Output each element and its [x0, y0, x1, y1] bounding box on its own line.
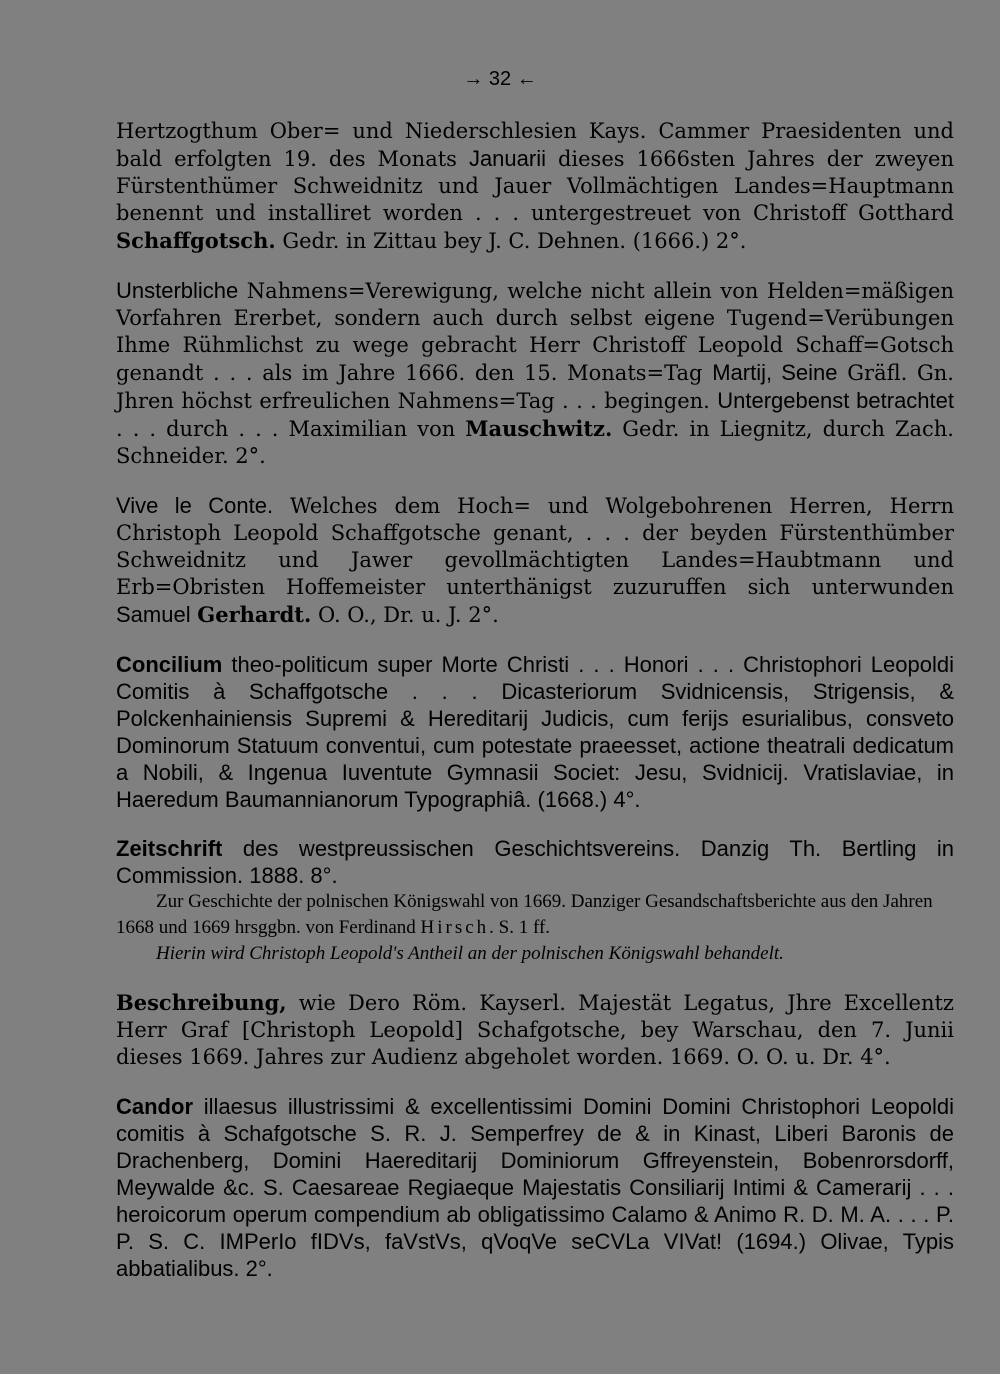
- bibliography-entry: [116, 118, 954, 255]
- entry-fraktur-text: Gräfl. Gn. Jhren höchst erfreulichen Nahmens=Tag . . . begingen.: [116, 361, 954, 413]
- entry-author-name: Mauschwitz.: [465, 416, 613, 441]
- entry-body: des westpreussischen Geschichtsvereins. Danzig Th. Bertling in Commission. 1888. 8°.: [116, 836, 954, 888]
- entry-fraktur-text: Hertzogthum Ober= und Niederschlesien Kays. Cammer Praesidenten und bald erfolgten 19. des Monats: [116, 119, 954, 171]
- entry-title-keyword: Beschreibung,: [116, 990, 287, 1015]
- bibliography-entry: [116, 989, 954, 1071]
- entry-note-italic: Hierin wird Christoph Leopold's Antheil an der polnischen Königswahl behandelt.: [156, 943, 784, 964]
- entry-note-text: . S. 1 ff.: [489, 917, 551, 938]
- entry-fraktur-text: dieses 1666sten Jahres der zweyen Fürstenthümer Schweidnitz und Jauer Vollmächtigen Landes=Hauptmann benennt und installiret worden . . . untergestreuet von Christoff Gotthard: [116, 147, 954, 225]
- entry-author-name: Gerhardt.: [197, 602, 312, 627]
- entry-fraktur-text: Welches dem Hoch= und Wolgebohrenen Herren, Herrn Christoph Leopold Schaffgotsche genant, . . . der beyden Fürstenthümber Schweidnitz und Jawer gevollmächtigten Landes=Haubtmann und Erb=Obristen Hoffemeister unterthänigst zuzuruffen sich unterwunden: [116, 494, 954, 599]
- header-right-ornament: ←: [516, 68, 537, 90]
- entry-body: illaesus illustrissimi & excellentissimi Domini Domini Christophori Leopoldi comitis à Schafgotsche S. R. J. Semperfrey de & in Kinast, Liberi Baronis de Drachenberg, Domini Haereditarij Dominiorum Gffreyenstein, Bobenrorsdorff, Meywalde &c. S. Caesareae Regiaeque Majestatis Consiliarij Intimi & Camerarij . . . heroicorum operum compendium ab obligatissimo Calamo & Animo R. D. M. A. . . . P. P. S. C. IMPerIo fIDVs, faVstVs, qVoqVe seCVLa VIVat! (1694.) Olivae, Typis abbatialibus. 2°.: [116, 1094, 954, 1281]
- entry-text: [116, 1093, 954, 1282]
- entry-latin-text: Samuel: [116, 602, 191, 627]
- entry-latin-text: Martij, Seine: [712, 360, 838, 385]
- entry-title-keyword: Concilium: [116, 652, 223, 677]
- entry-body: wie Dero Röm. Kayserl. Majestät Legatus, Jhre Excellentz Herr Graf [Christoph Leopold] Schafgotsche, bey Warschau, den 7. Junii dieses 1669. Jahres zur Audienz abgeholet worden. 1669. O. O. u. Dr. 4°.: [116, 991, 954, 1069]
- entry-fraktur-text: O. O., Dr. u. J. 2°.: [311, 603, 499, 627]
- entry-title-keyword: Candor: [116, 1094, 193, 1119]
- entry-fraktur-text: Gedr. in Liegnitz, durch Zach. Schneider. 2°.: [116, 417, 954, 468]
- bibliography-entries: [116, 118, 954, 1304]
- entry-note-author: Hirsch: [420, 917, 490, 938]
- entry-fraktur-text: Gedr. in Zittau bey J. C. Dehnen. (1666.) 2°.: [275, 229, 747, 253]
- entry-latin-text: Untergebenst betrachtet: [717, 388, 954, 413]
- entry-note-text: Zur Geschichte der polnischen Königswahl von 1669. Danziger Gesandschaftsberichte aus den Jahren 1668 und 1669 hrsggbn. von Ferdinand: [116, 891, 933, 938]
- entry-fraktur-text: . . . durch . . . Maximilian von: [116, 417, 466, 441]
- entry-body: theo-politicum super Morte Christi . . . Honori . . . Christophori Leopoldi Comitis à Schaffgotsche . . . Dicasteriorum Svidnicensis, Strigensis, & Polckenhainiensis Supremi & Hereditarij Judicis, cum ferijs esurialibus, consveto Dominorum Statuum conventui, cum potestate praeesset, actione theatrali dedicatum a Nobili, & Ingenua Iuventute Gymnasii Societ: Jesu, Svidnicij. Vratislaviae, in Haeredum Baumannianorum Typographiâ. (1668.) 4°.: [116, 652, 954, 812]
- entry-author-name: Schaffgotsch.: [116, 228, 276, 253]
- entry-title-keyword: Zeitschrift: [116, 836, 223, 861]
- bibliography-entry: [116, 1093, 954, 1282]
- entry-latin-text: Unsterbliche: [116, 278, 239, 303]
- entry-fraktur-text: Nahmens=Verewigung, welche nicht allein von Helden=mäßigen Vorfahren Ererbet, sondern auch durch selbst eigene Tugend=Verübungen Ihme Rühmlichst zu wege gebracht Herr Christoff Leopold Schaff=Gotsch genandt . . . als im Jahre 1666. den 15. Monats=Tag: [116, 279, 954, 385]
- entry-latin-text: Vive le Conte.: [116, 493, 274, 518]
- entry-text: [116, 835, 954, 889]
- bibliography-entry: [116, 835, 954, 967]
- page-header: [0, 68, 1000, 91]
- header-left-ornament: →: [463, 68, 484, 90]
- bibliography-entry: [116, 651, 954, 813]
- entry-text: [116, 989, 954, 1071]
- entry-latin-text: Januarii: [468, 146, 546, 171]
- page-number: 32: [488, 68, 512, 90]
- entry-note: [116, 889, 954, 941]
- bibliography-entry: [116, 277, 954, 470]
- entry-text: [116, 651, 954, 813]
- entry-text: [116, 492, 954, 629]
- entry-text: [116, 118, 954, 255]
- bibliography-entry: [116, 492, 954, 629]
- entry-text: [116, 277, 954, 470]
